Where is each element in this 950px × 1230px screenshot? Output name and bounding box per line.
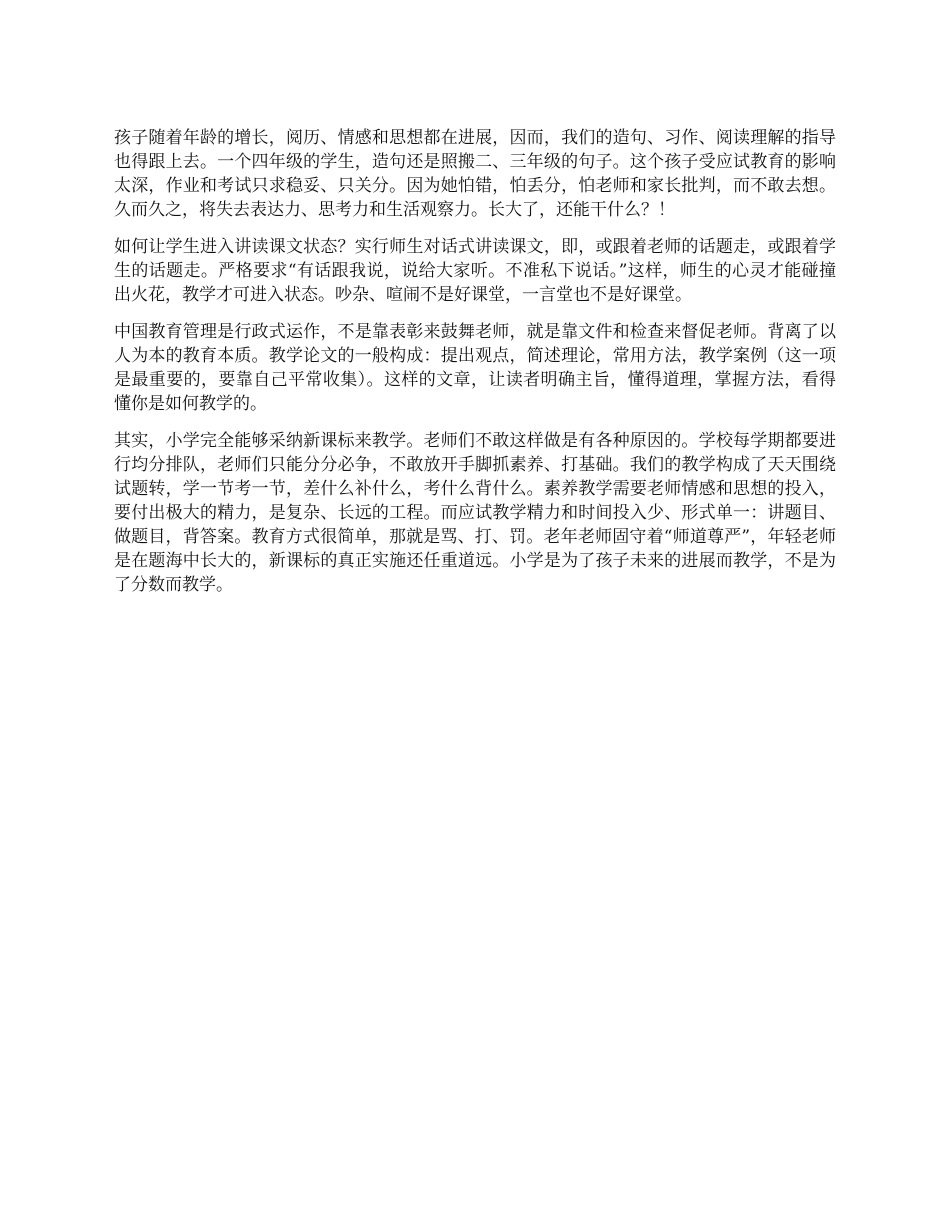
paragraph-2: 如何让学生进入讲读课文状态？实行师生对话式讲读课文，即，或跟着老师的话题走，或跟着学生的话题走。严格要求“有话跟我说，说给大家听。不准私下说话。”这样，师生的心灵才能碰撞出火花，教学才可进入状态。吵杂、喧闹不是好课堂，一言堂也不是好课堂。 [114,237,836,305]
paragraph-3: 中国教育管理是行政式运作，不是靠表彰来鼓舞老师，就是靠文件和检查来督促老师。背离了以人为本的教育本质。教学论文的一般构成：提出观点，简述理论，常用方法，教学案例（这一项是最重要的，要靠自己平常收集）。这样的文章，让读者明确主旨，懂得道理，掌握方法，看得懂你是如何教学的。 [114,322,836,414]
paragraph-4: 其实，小学完全能够采纳新课标来教学。老师们不敢这样做是有各种原因的。学校每学期都要进行均分排队，老师们只能分分必争，不敢放开手脚抓素养、打基础。我们的教学构成了天天围绕试题转，学一节考一节，差什么补什么，考什么背什么。素养教学需要老师情感和思想的投入，要付出极大的精力，是复杂、长远的工程。而应试教学精力和时间投入少、形式单一：讲题目、做题目，背答案。教育方式很简单，那就是骂、打、罚。老年老师固守着“师道尊严”，年轻老师是在题海中长大的，新课标的真正实施还任重道远。小学是为了孩子未来的进展而教学，不是为了分数而教学。 [114,431,836,595]
paragraph-1: 孩子随着年龄的增长，阅历、情感和思想都在进展，因而，我们的造句、习作、阅读理解的指导也得跟上去。一个四年级的学生，造句还是照搬二、三年级的句子。这个孩子受应试教育的影响太深，作业和考试只求稳妥、只关分。因为她怕错，怕丢分，怕老师和家长批判，而不敢去想。久而久之，将失去表达力、思考力和生活观察力。长大了，还能干什么？！ [114,128,836,220]
document-page [114,126,836,610]
